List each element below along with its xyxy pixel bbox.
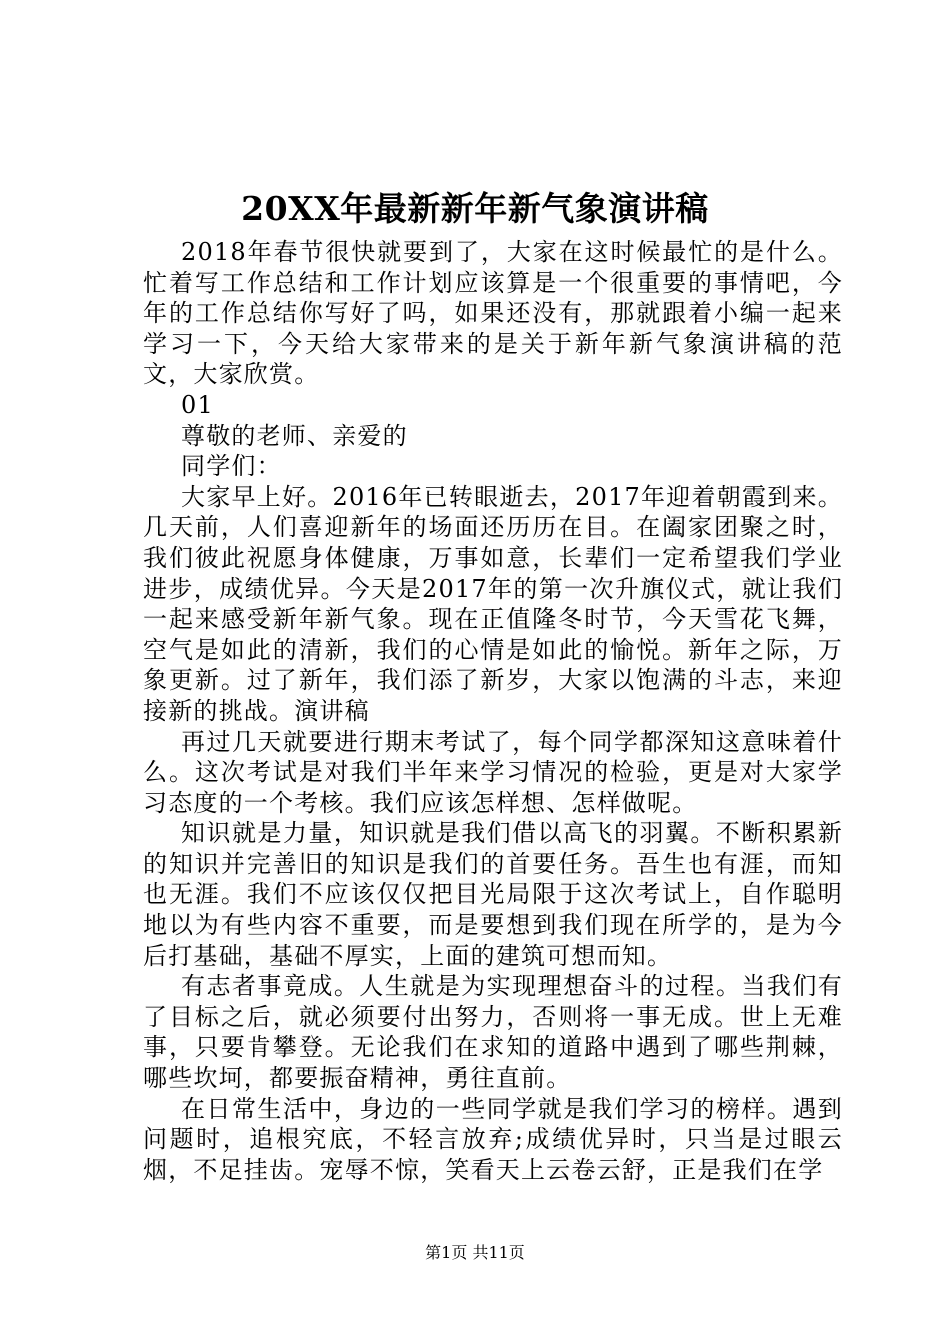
- paragraph-knowledge: 知识就是力量，知识就是我们借以高飞的羽翼。不断积累新的知识并完善旧的知识是我们的首要任务。吾生也有涯，而知也无涯。我们不应该仅仅把目光局限于这次考试上，自作聪明地以为有些内容不重要，而是要想到我们现在所学的，是为今后打基础，基础不厚实，上面的建筑可想而知。: [143, 819, 843, 970]
- paragraph-section-number: 01: [181, 390, 214, 419]
- paragraph-intro: 2018年春节很快就要到了，大家在这时候最忙的是什么。忙着写工作总结和工作计划应该算是一个很重要的事情吧，今年的工作总结你写好了吗，如果还没有，那就跟着小编一起来学习一下，今天给大家带来的是关于新年新气象演讲稿的范文，大家欣赏。: [143, 238, 843, 389]
- paragraph-salutation-continued: 同学们：: [181, 452, 282, 481]
- paragraph-exam: 再过几天就要进行期末考试了，每个同学都深知这意味着什么。这次考试是对我们半年来学习情况的检验，更是对大家学习态度的一个考核。我们应该怎样想、怎样做呢。: [143, 727, 843, 817]
- document-body: [143, 237, 843, 1185]
- paragraph-role-models: 在日常生活中，身边的一些同学就是我们学习的榜样。遇到问题时，追根究底，不轻言放弃;成绩优异时，只当是过眼云烟，不足挂齿。宠辱不惊，笑看天上云卷云舒，正是我们在学: [143, 1094, 843, 1184]
- page-footer: 第1页 共11页: [425, 1243, 525, 1262]
- paragraph-salutation: 尊敬的老师、亲爱的: [181, 421, 408, 450]
- document-title: 20XX年最新新年新气象演讲稿: [241, 189, 709, 228]
- paragraph-ambition: 有志者事竟成。人生就是为实现理想奋斗的过程。当我们有了目标之后，就必须要付出努力，否则将一事无成。世上无难事，只要肯攀登。无论我们在求知的道路中遇到了哪些荆棘，哪些坎坷，都要振奋精神，勇往直前。: [143, 972, 843, 1093]
- paragraph-greeting: 大家早上好。2016年已转眼逝去，2017年迎着朝霞到来。几天前，人们喜迎新年的场面还历历在目。在阖家团聚之时，我们彼此祝愿身体健康，万事如意，长辈们一定希望我们学业进步，成绩优异。今天是2017年的第一次升旗仪式，就让我们一起来感受新年新气象。现在正值隆冬时节，今天雪花飞舞，空气是如此的清新，我们的心情是如此的愉悦。新年之际，万象更新。过了新年，我们添了新岁，大家以饱满的斗志，来迎接新的挑战。演讲稿: [143, 482, 843, 725]
